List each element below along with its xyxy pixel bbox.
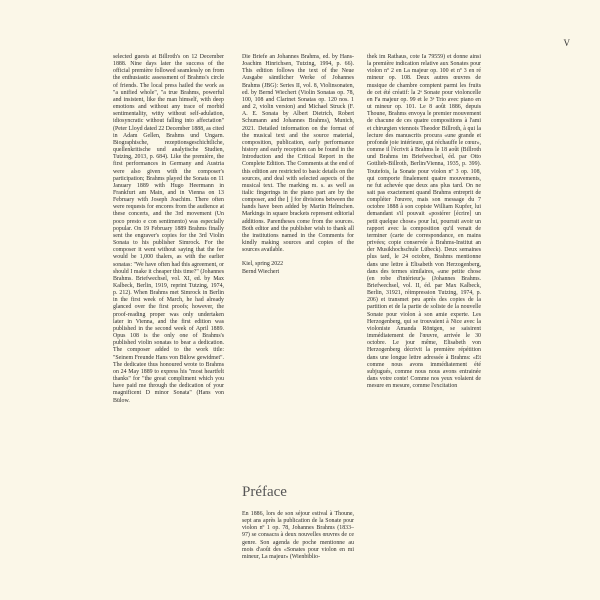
- body-text: En 1886, lors de son séjour estival à Thoune, sept ans après la publication de la Sonate pour violon nº 1 op. 78, Johannes Brahms (1833–97) se consacra à deux nouvelles œuvres de ce genre. Son agenda de poche mentionne au mois d'août des «Sonates pour violon en mi mineur, La majeur» (Wienbiblio-: [242, 511, 354, 560]
- french-column-3: [367, 54, 481, 390]
- page-number: V: [563, 38, 570, 48]
- french-column-start: [242, 511, 354, 561]
- english-column-2: [242, 54, 354, 276]
- body-text: Die Briefe an Johannes Brahms, ed. by Hans-Joachim Hinrichsen, Tutzing, 1994, p. 66). This edition follows the text of the Neue Ausgabe sämtlicher Werke of Johannes Brahms (JBG): Series II, vol. 8, Violinsonaten, ed. by Bernd Wiechert (Violin Sonatas op. 78, 100, 108 and Clarinet Sonatas op. 120 nos. 1 and 2, violin version) and Michael Struck (F. A. E. Sonata by Albert Dietrich, Robert Schumann and Johannes Brahms), Munich, 2021. Detailed information on the format of the musical text and the source material, composition, publication, early performance history and early reception can be found in the Introduction and the Critical Report in the Complete Edition. The Comments at the end of this edition are restricted to basic details on the sources, and deal with selected aspects of the musical text. The marking m. s. as well as italic fingerings in the piano part are by the composer, and the ⌊ ⌋ for divisions between the hands have been added by Martin Helmchen. Markings in square brackets represent editorial additions. Parentheses come from the sources. Both editor and the publisher wish to thank all the institutions named in the Comments for kindly making sources and copies of the sources available.: [242, 54, 354, 254]
- section-heading-preface: Préface: [242, 484, 287, 500]
- body-text: thek im Rathaus, cote Ia 79559) et donne ainsi la première indication relative aux Sonates pour violon nº 2 en La majeur op. 100 et nº 3 en ré mineur op. 108. Deux autres œuvres de musique de chambre comptent parmi les fruits de cet été créatif: la 2ᵉ Sonate pour violoncelle en Fa majeur op. 99 et le 3ᵉ Trio avec piano en ut mineur op. 101. Le 8 août 1886, depuis Thoune, Brahms envoya le premier mouvement de chacune de ces quatre compositions à l'ami et chirurgien viennois Theodor Billroth, à qui la lecture des manuscrits procura «une grande et profonde joie intérieure, qui réchauffe le cœur», comme il l'écrivit à Brahms le 18 août (Billroth und Brahms im Briefwechsel, éd. par Otto Gottlieb-Billroth, Berlin/Vienna, 1935, p. 399). Toutefois, la Sonate pour violon nº 3 op. 108, qui comporte finalement quatre mouvements, ne fut achevée que deux ans plus tard. On ne sait pas exactement quand Brahms entreprit de compléter l'œuvre, mais son message du 7 octobre 1888 à son copiste William Kupfer, lui demandant s'il pouvait «postérer [écrire] un petit quelque chose» pour lui, pourrait avoir un rapport avec la composition qu'il venait de terminer (carte de correspondance, en mains privées; copie conservée à Brahms-Institut an der Musikhochschule Lübeck). Deux semaines plus tard, le 24 octobre, Brahms mentionne dans une lettre à Elisabeth von Herzogenberg, dans des termes similaires, «une petite chose (en robe d'intérieur)» (Johannes Brahms. Briefwechsel, vol. II, éd. par Max Kalbeck, Berlin, 31921, réimpression Tutzing, 1974, p. 206) et transmet peu après des copies de la partition et de la partie de soliste de la nouvelle Sonate pour violon à son amie experte. Les Herzogenberg, qui se trouvaient à Nice avec la violoniste Amanda Röntgen, se saisirent immédiatement de l'œuvre, arrivée le 30 octobre. Le jour même, Elisabeth von Herzogenberg décrivit la première répétition dans une longue lettre adressée à Brahms: «Et comme nous avons immédiatement été subjugués, comme nous nous avons entrainée dans votre conte! Comme nos yeux volaient de mesure en mesure, comme l'excitation: [367, 54, 481, 390]
- signature-place: Kiel, spring 2022: [242, 261, 284, 268]
- body-text: selected guests at Billroth's on 12 December 1888. Nine days later the success of the official première followed seamlessly on from the enthusiastic assessment of Brahms's circle of friends. The local press hailed the work as "a unified whole", "a true Brahms, powerful and insistent, like the man himself, with deep emotions and without any trace of morbid sentimentality, witty without self-adulation, idiosyncratic without falling into affectation" (Peter Lloyd dated 22 December 1888, as cited in Adam Gellen, Brahms und Ungarn. Biographische, rezeptionsgeschichtliche, quellenkritische und analytische Studien, Tutzing, 2013, p. 684). Like the première, the first performances in Germany and Austria were also given with the composer's participation; Brahms played the Sonata on 11 January 1889 with Hugo Heermann in Frankfurt am Main, and in Vienna on 13 February with Joseph Joachim. There often were requests for encores from the audience at these concerts, and the 3rd movement (Un poco presto e con sentimento) was especially popular. On 19 February 1889 Brahms finally sent the engraver's copies for the 3rd Violin Sonata to his publisher Simrock. For the composer it went without saying that the fee would be 1,000 thalers, as with the earlier sonatas: "We have often had this agreement, or should I make it cheaper this time?" (Johannes Brahms. Briefwechsel, vol. XI, ed. by Max Kalbeck, Berlin, 1919, reprint Tutzing, 1974, p. 212). When Brahms met Simrock in Berlin in the first week of March, he had already glanced over the first proofs; however, the proof-reading proper was only undertaken later in Vienna, and the first edition was published in the second week of April 1889. Opus 108 is the only one of Brahms's published violin sonatas to bear a dedication. The composer added to the work title: "Seinem Freunde Hans von Bülow gewidmet". The dedicatee thus honoured wrote to Brahms on 24 May 1889 to express his "most heartfelt thanks" for "the great compliment which you have paid me through the dedication of your magnificent D minor Sonata" (Hans von Bülow.: [113, 54, 224, 404]
- english-column-1: [113, 54, 224, 405]
- signature-name: Bernd Wiechert: [242, 268, 280, 275]
